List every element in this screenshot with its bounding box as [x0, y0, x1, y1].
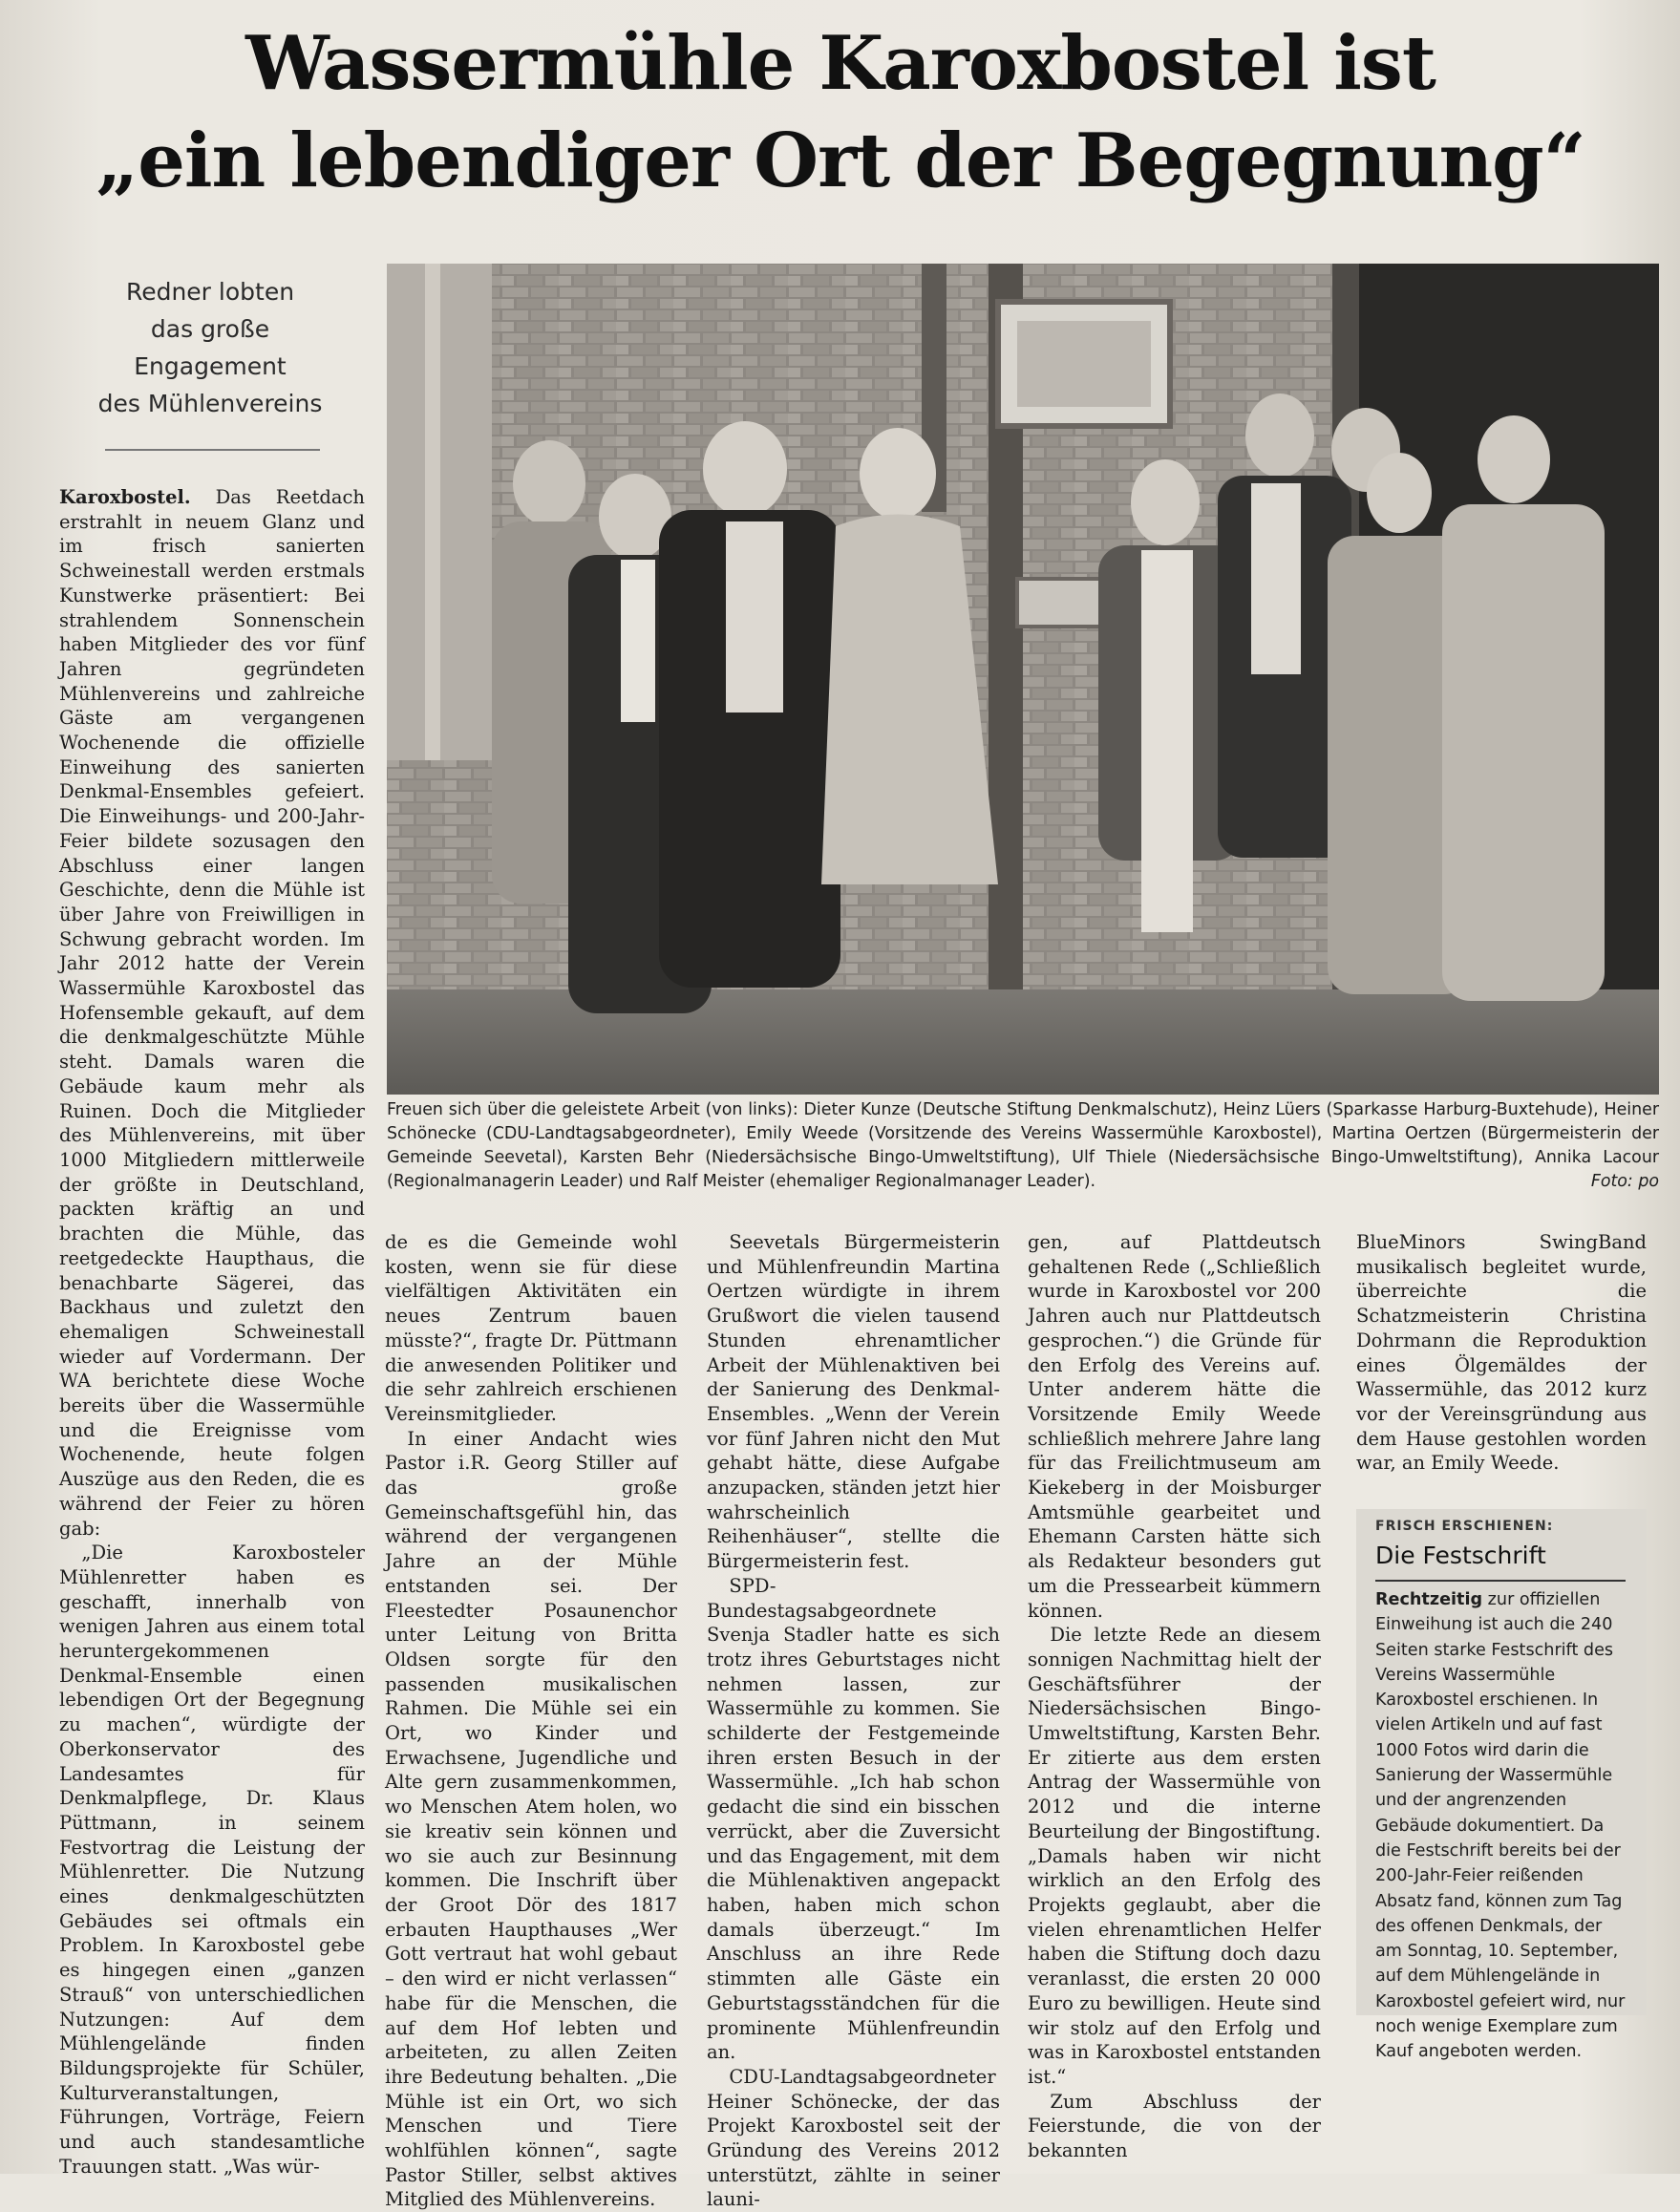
- sidebar-text: [1375, 1587, 1629, 2065]
- article-column-4: [1028, 1230, 1321, 2163]
- subheading-divider: [105, 449, 320, 451]
- article-paragraph: BlueMinors SwingBand musikalisch begleitet wurde, überreichte die Schatzmeisterin Christina Dohrmann die Reproduktion eines Ölgemäldes der Wassermühle, das 2012 kurz vor der Vereinsgründung aus dem Hause gestohlen worden war, an Emily Weede.: [1356, 1231, 1647, 1475]
- headline-line-2: „ein lebendiger Ort der Begegnung“: [96, 117, 1585, 204]
- article-paragraph: [59, 485, 365, 1541]
- sidebar-body: zur offiziellen Einweihung ist auch die 240 Seiten starke Festschrift des Vereins Wassermühle Karoxbostel erschienen. In vielen Artikeln und auf fast 1000 Fotos wird darin die Sanierung der Wassermühle und der angrenzenden Gebäude dokumentiert. Da die Festschrift bereits bei der 200-Jahr-Feier reißenden Absatz fand, können zum Tag des offenen Denkmals, der am Sonntag, 10. September, auf dem Mühlengelände in Karoxbostel gefeiert wird, nur noch wenige Exemplare zum Kauf angeboten werden.: [1375, 1590, 1626, 2062]
- article-paragraph: de es die Gemeinde wohl kosten, wenn sie für diese vielfältigen Aktivitäten ein neues Zentrum bauen müsste?“, fragte Dr. Püttmann die anwesenden Politiker und die sehr zahlreich erschienen Vereinsmitglieder.: [385, 1231, 677, 1425]
- sidebar-title: Die Festschrift: [1375, 1542, 1546, 1569]
- photo-credit: Foto: po: [1590, 1172, 1659, 1191]
- article-paragraph: Die letzte Rede an diesem sonnigen Nachmittag hielt der Geschäftsführer der Niedersächsischen Bingo-Umweltstiftung, Karsten Behr. Er zitierte aus dem ersten Antrag der Wassermühle von 2012 und die interne Beurteilung der Bingostiftung. „Damals haben wir nicht wirklich an den Erfolg des Projekts geglaubt, aber die vielen ehrenamtlichen Helfer haben die Stiftung doch dazu veranlasst, die ersten 20 000 Euro zu bewilligen. Heute sind wir stolz auf den Erfolg und was in Karoxbostel entstanden ist.“: [1028, 1624, 1321, 2088]
- article-paragraph: gen, auf Plattdeutsch gehaltenen Rede („Schließlich wurde in Karoxbostel vor 200 Jahren auch nur Plattdeutsch gesprochen.“) die Gründe für den Erfolg des Vereins auf. Unter anderem hätte die Vorsitzende Emily Weede schließlich mehrere Jahre lang für das Freilichtmuseum am Kiekeberg in der Moisburger Amtsmühle gearbeitet und Ehemann Carsten hätte sich als Redakteur besonders gut um die Pressearbeit kümmern können.: [1028, 1231, 1321, 1622]
- article-paragraph: Seevetals Bürgermeisterin und Mühlenfreundin Martina Oertzen würdigte in ihrem Grußwort die vielen tausend Stunden ehrenamtlicher Arbeit der Mühlenaktiven bei der Sanierung des Denkmal-Ensembles. „Wenn der Verein vor fünf Jahren nicht den Mut gehabt hätte, diese Aufgabe anzupacken, ständen jetzt hier wahrscheinlich Reihenhäuser“, stellte die Bürgermeisterin fest.: [707, 1231, 1000, 1573]
- article-dateline: Karoxbostel.: [59, 486, 191, 508]
- sidebar-kicker: FRISCH ERSCHIENEN:: [1375, 1519, 1554, 1534]
- article-paragraph: SPD-Bundestagsabgeordnete Svenja Stadler hatte es sich trotz ihres Geburtstages nicht nehmen lassen, zur Wassermühle zu kommen. Sie schilderte der Festgemeinde ihren ersten Besuch in der Wassermühle. „Ich hab schon gedacht die sind ein bisschen verrückt, aber die Zuversicht und das Engagement, mit dem die Mühlenaktiven angepackt haben, haben mich schon damals überzeugt.“ Im Anschluss an ihre Rede stimmten alle Gäste ein Geburtstagsständchen für die prominente Mühlenfreundin an.: [707, 1574, 1000, 2064]
- photo-caption-text: Freuen sich über die geleistete Arbeit (von links): Dieter Kunze (Deutsche Stiftung Denkmalschutz), Heinz Lüers (Sparkasse Harburg-Buxtehude), Heiner Schönecke (CDU-Landtagsabgeordneter), Emily Weede (Vorsitzende des Vereins Wassermühle Karoxbostel), Martina Oertzen (Bürgermeisterin der Gemeinde Seevetal), Karsten Behr (Niedersächsische Bingo-Umweltstiftung), Ulf Thiele (Niedersächsische Bingo-Umweltstiftung), Annika Lacour (Regionalmanagerin Leader) und Ralf Meister (ehemaliger Regionalmanager Leader).: [387, 1100, 1659, 1191]
- article-paragraph: „Die Karoxbosteler Mühlenretter haben es geschafft, innerhalb von wenigen Jahren aus einem total heruntergekommenen Denkmal-Ensemble einen lebendigen Ort der Begegnung zu machen“, würdigte der Oberkonservator des Landesamtes für Denkmalpflege, Dr. Klaus Püttmann, in seinem Festvortrag die Leistung der Mühlenretter. Die Nutzung eines denkmalgeschützten Gebäudes sei oftmals ein Problem. In Karoxbostel gebe es hingegen einen „ganzen Strauß“ von unterschiedlichen Nutzungen: Auf dem Mühlengelände finden Bildungsprojekte für Schüler, Kulturveranstaltungen, Führungen, Vorträge, Feiern und auch standesamtliche Trauungen statt. „Was wür-: [59, 1542, 365, 2178]
- article-column-2: [385, 1230, 677, 2212]
- article-paragraph: In einer Andacht wies Pastor i.R. Georg Stiller auf das große Gemeinschaftsgefühl hin, das während der vergangenen Jahre an der Mühle entstanden sei. Der Fleestedter Posaunenchor unter Leitung von Britta Oldsen sorgte für den passenden musikalischen Rahmen. Die Mühle sei ein Ort, wo Kinder und Erwachsene, Jugendliche und Alte gern zusammenkommen, wo Menschen Atem holen, wo sie kreativ sein können und wo sie auch zur Besinnung kommen. Die Inschrift über der Groot Dör des 1817 erbauten Haupthauses „Wer Gott vertraut hat wohl gebaut – den wird er nicht verlassen“ habe für die Menschen, die auf dem Hof lebten und arbeiteten, zu allen Zeiten ihre Bedeutung behalten. „Die Mühle ist ein Ort, wo sich Menschen und Tiere wohlfühlen können“, sagte Pastor Stiller, selbst aktives Mitglied des Mühlenvereins.: [385, 1427, 677, 2211]
- article-column-5: [1356, 1230, 1647, 1476]
- article-paragraph: Zum Abschluss der Feierstunde, die von der bekannten: [1028, 2090, 1321, 2162]
- subheading: [67, 273, 353, 422]
- group-photo-illustration: [387, 264, 1659, 1095]
- subheading-line: Engagement: [134, 352, 287, 380]
- article-paragraph: CDU-Landtagsabgeordneter Heiner Schönecke, der das Projekt Karoxbostel seit der Gründung des Vereins 2012 unterstützt, zählte in seiner launi-: [707, 2065, 1000, 2211]
- subheading-line: des Mühlenvereins: [97, 390, 323, 417]
- subheading-line: das große: [150, 315, 270, 343]
- sidebar-lead: Rechtzeitig: [1375, 1590, 1483, 1609]
- article-text: Das Reetdach erstrahlt in neuem Glanz und im frisch sanierten Schweinestall werden erstmals Kunstwerke präsentiert: Bei strahlendem Sonnenschein haben Mitglieder des vor fünf Jahren gegründeten Mühlenvereins und zahlreiche Gäste am vergangenen Wochenende die offizielle Einweihung des sanierten Denkmal-Ensembles gefeiert. Die Einweihungs- und 200-Jahr-Feier bildete sozusagen den Abschluss einer langen Geschichte, denn die Mühle ist über Jahre von Freiwilligen in Schwung gebracht worden. Im Jahr 2012 hatte der Verein Wassermühle Karoxbostel das Hofensemble gekauft, auf dem die denkmalgeschützte Mühle steht. Damals waren die Gebäude kaum mehr als Ruinen. Doch die Mitglieder des Mühlenvereins, mit über 1000 Mitgliedern mittlerweile der größte in Deutschland, packten kräftig an und brachten die Mühle, das reetgedeckte Haupthaus, die benachbarte Sägerei, das Backhaus und zuletzt den ehemaligen Schweinestall wieder auf Vordermann. Der WA berichtete diese Woche bereits über die Wassermühle und die Ereignisse vom Wochenende, heute folgen Auszüge aus den Reden, die es während der Feier zu hören gab:: [59, 486, 365, 1540]
- article-column-3: [707, 1230, 1000, 2212]
- headline-line-1: Wassermühle Karoxbostel ist: [245, 20, 1435, 107]
- sidebar-divider: [1375, 1580, 1626, 1582]
- group-photo: [387, 264, 1659, 1095]
- photo-caption: [387, 1098, 1659, 1194]
- article-column-1: [59, 485, 365, 2180]
- subheading-line: Redner lobten: [125, 278, 295, 306]
